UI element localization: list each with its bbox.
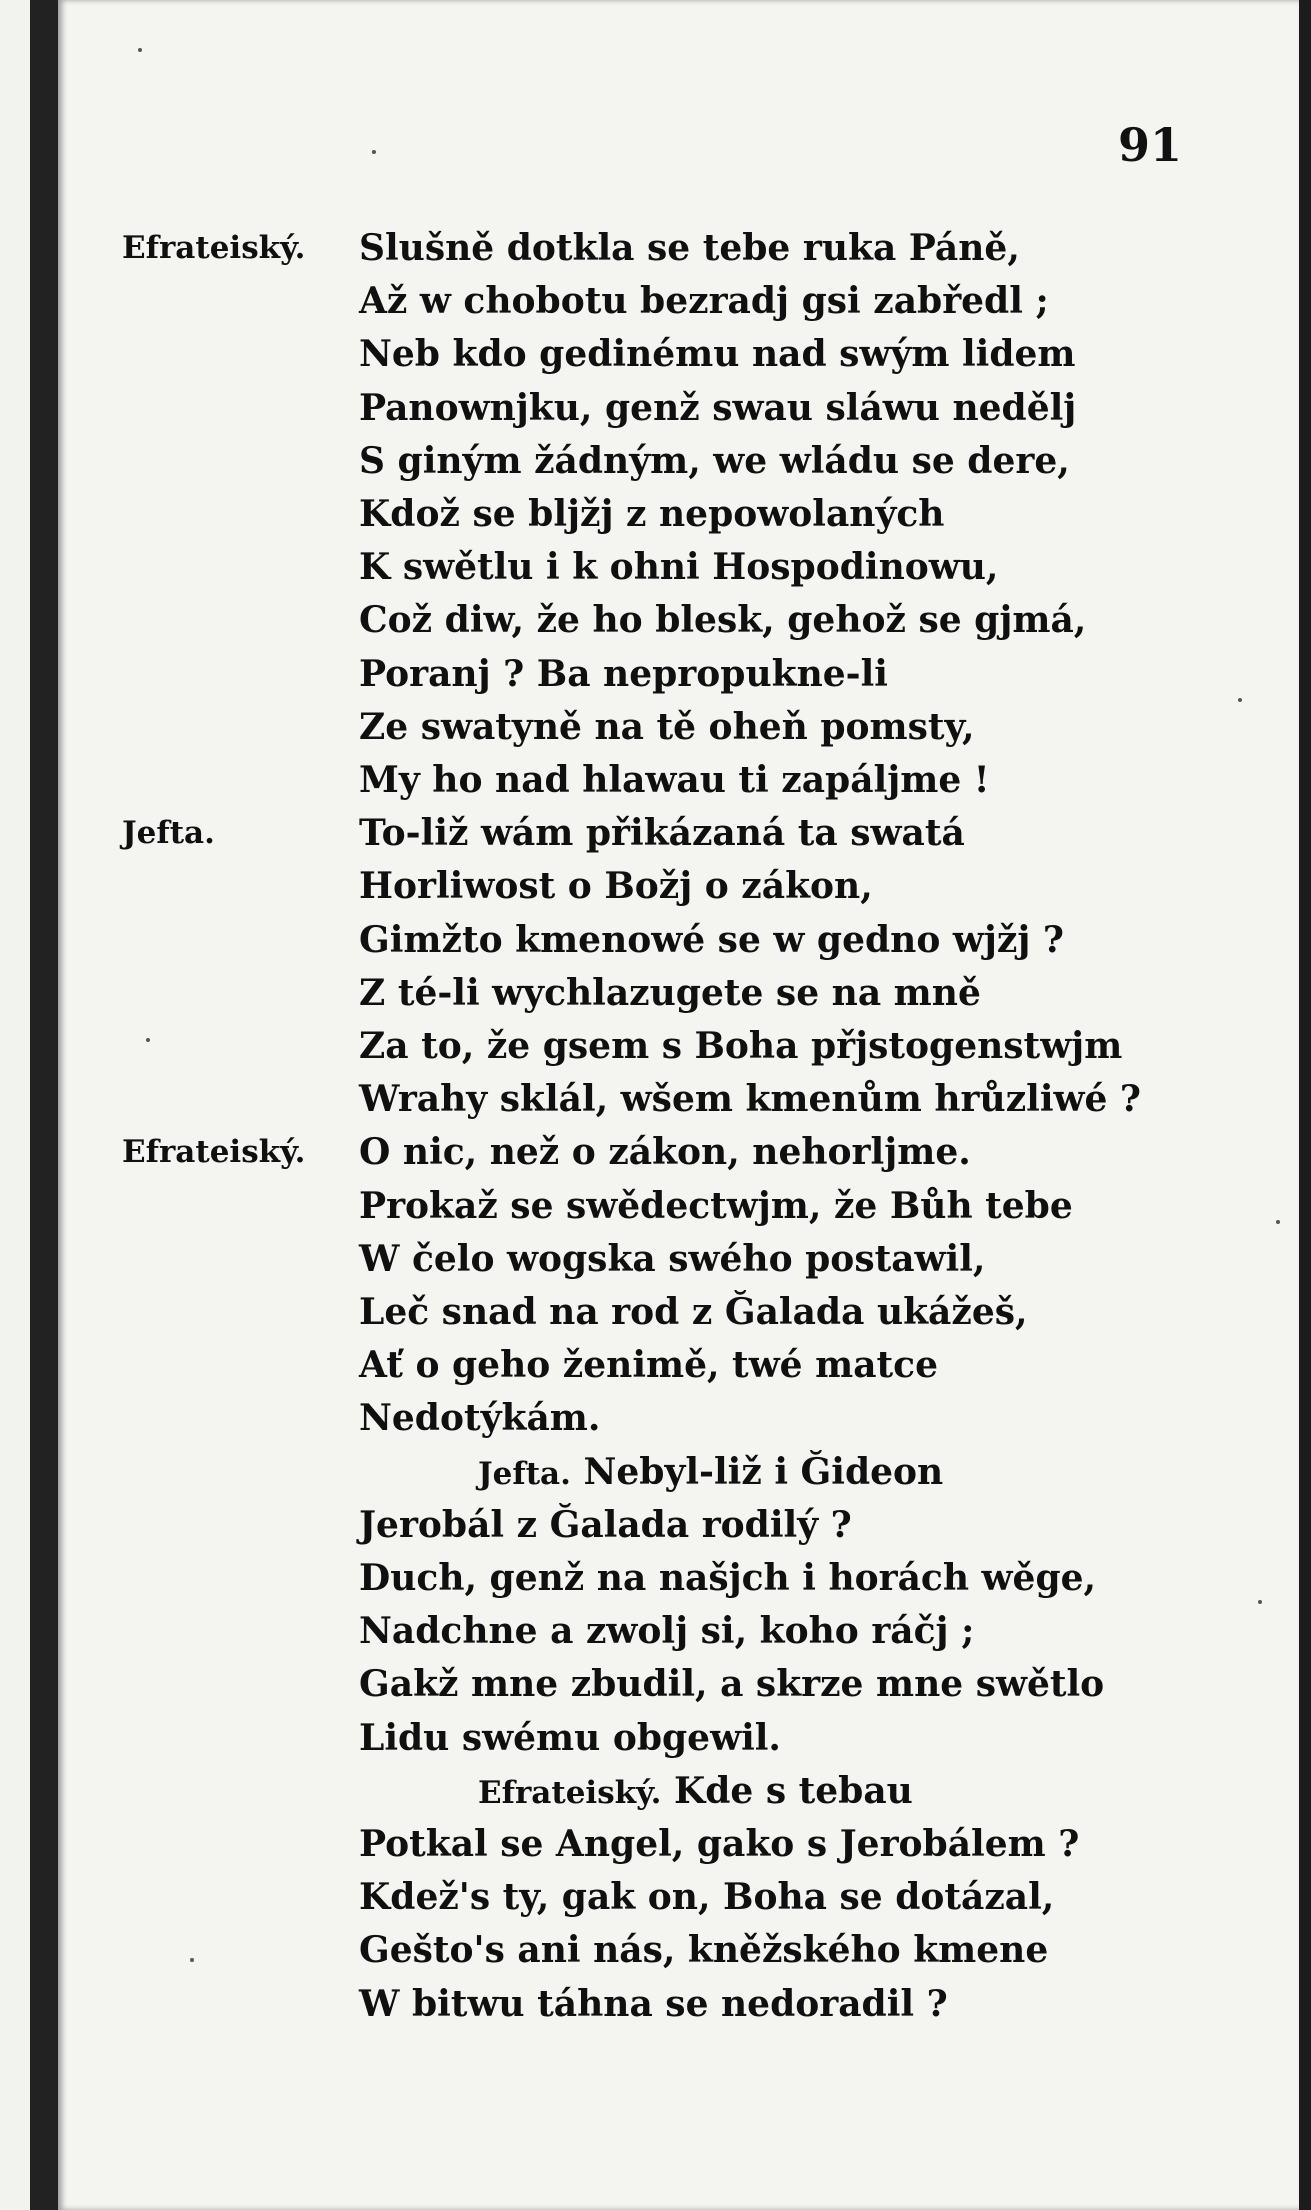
speaker-name: Jefta.	[478, 1455, 571, 1492]
verse-line	[478, 1445, 943, 1501]
verse-line: Wrahy sklál, wšem kmenům hrůzliwé ?	[359, 1078, 1142, 1121]
verse-line: Poranj ? Ba nepropukne-li	[359, 652, 888, 695]
verse-line: Gimžto kmenowé se w gedno wjžj ?	[359, 918, 1064, 961]
verse-line: Za to, že gsem s Boha přjstogenstwjm	[359, 1025, 1123, 1067]
verse-line: Ať o geho ženimě, twé matce	[359, 1344, 938, 1387]
verse-text: Kde s tebau	[673, 1769, 913, 1812]
verse-line: Jerobál z Ğalada rodilý ?	[359, 1503, 852, 1546]
speaker-name: Efrateiský.	[122, 1134, 306, 1171]
dust-speck	[372, 150, 376, 154]
dust-speck	[1258, 1600, 1262, 1604]
verse-line: Což diw, že ho blesk, gehož se gjmá,	[359, 599, 1087, 642]
dust-speck	[190, 1958, 194, 1962]
verse-text: Nebyl-liž i Ğideon	[583, 1450, 944, 1493]
verse-line: Gešto's ani nás, kněžského kmene	[359, 1929, 1049, 1972]
dust-speck	[138, 48, 142, 52]
speaker-name: Jefta.	[122, 815, 215, 852]
verse-line: Kdež's ty, gak on, Boha se dotázal,	[359, 1876, 1055, 1919]
verse-line: Horliwost o Božj o zákon,	[359, 865, 873, 908]
verse-line: Nedotýkám.	[359, 1397, 601, 1440]
page-number: 91	[1118, 118, 1183, 172]
speaker-name: Efrateiský.	[122, 230, 306, 266]
verse-line: W bitwu táhna se nedoradil ?	[359, 1982, 948, 2025]
verse-line: Ze swatyně na tě oheň pomsty,	[359, 705, 975, 748]
verse-line: Prokaž se swědectwjm, že Bůh tebe	[359, 1184, 1073, 1227]
verse-line: K swětlu i k ohni Hospodinowu,	[359, 546, 999, 589]
dust-speck	[1276, 1220, 1280, 1224]
verse-line: Kdož se bljžj z nepowolaných	[359, 493, 945, 535]
book-page	[58, 0, 1299, 2210]
verse-line: Nadchne a zwolj si, koho ráčj ;	[359, 1610, 975, 1653]
verse-line: Duch, genž na našjch i horách wěge,	[359, 1557, 1097, 1599]
previous-page-edge	[0, 0, 30, 2210]
verse-line: W čelo wogska swého postawil,	[359, 1237, 986, 1280]
dust-speck	[1238, 698, 1242, 702]
speaker-separator	[661, 1770, 674, 1812]
verse-line: Z té-li wychlazugete se na mně	[359, 971, 981, 1014]
verse-line: Gakž mne zbudil, a skrze mne swětlo	[359, 1663, 1105, 1706]
verse-line: To-liž wám přikázaná ta swatá	[359, 812, 965, 855]
verse-line: Slušně dotkla se tebe ruka Páně,	[359, 227, 1020, 269]
book-gutter	[30, 0, 58, 2210]
verse-line: Až w chobotu bezradj gsi zabředl ;	[359, 280, 1049, 323]
verse-line: Lidu swému obgewil.	[359, 1716, 781, 1759]
verse-line: Panownjku, genž swau sláwu nedělj	[359, 386, 1077, 429]
speaker-name: Efrateiský.	[478, 1774, 662, 1811]
verse-line: S giným žádným, we wládu se dere,	[359, 439, 1070, 482]
verse-line	[478, 1764, 913, 1820]
speaker-separator	[571, 1451, 584, 1493]
verse-line: Neb kdo gedinému nad swým lidem	[359, 333, 1076, 376]
verse-line: Leč snad na rod z Ğalada ukážeš,	[359, 1291, 1028, 1333]
verse-line: Potkal se Angel, gako s Jerobálem ?	[359, 1823, 1080, 1865]
dust-speck	[146, 1038, 150, 1042]
verse-line: O nic, než o zákon, nehorljme.	[359, 1131, 971, 1174]
verse-line: My ho nad hlawau ti zapáljme !	[359, 759, 990, 801]
